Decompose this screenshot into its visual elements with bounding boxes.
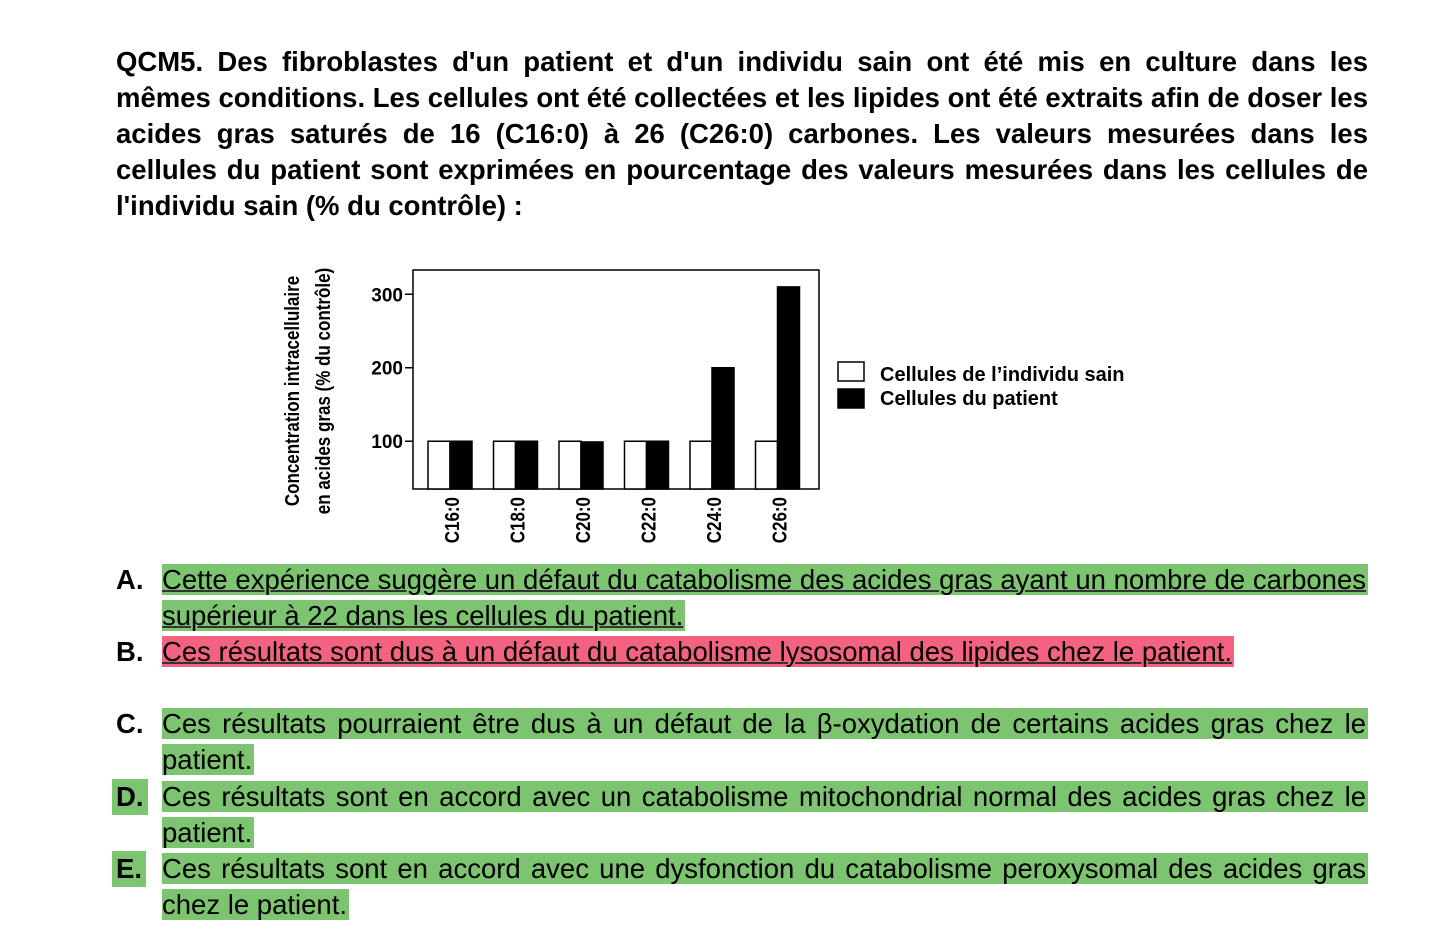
bar-patient [581,442,603,489]
bar-healthy [494,441,516,489]
x-tick-labels [441,497,791,543]
bar-healthy [559,441,581,489]
y-ticks [371,285,413,453]
bar-healthy [625,441,647,489]
bar-healthy [756,441,778,489]
legend-label-healthy: Cellules de l’individu sain [880,364,1125,386]
question-text: QCM5. Des fibroblastes d'un patient et d'un individu sain ont été mis en culture dans les mêmes conditions. Les cellules ont été collectées et les lipides ont été extraits afin de doser les acides gras saturés de 16 (C16:0) à 26 (C26:0) carbones. Les valeurs mesurées dans les cellules du patient sont exprimées en pourcentage des valeurs mesurées dans les cellules de l'individu sain (% du contrôle) : [116,46,1368,221]
option-letter: C. [116,708,144,739]
option-letter: E. [112,851,146,887]
legend-swatch-healthy [838,362,864,381]
y-axis-label-line1: Concentration intracellulaire [280,275,304,507]
legend [838,362,1125,410]
y-axis-label [281,268,335,514]
y-axis-label-line2: en acides gras (% du contrôle) [311,267,335,515]
y-tick-label: 100 [371,432,403,454]
option-text: Ces résultats pourraient être dus à un défaut de la β-oxydation de certains acides gras chez le patient. [162,708,1366,775]
option-text: Ces résultats sont dus à un défaut du catabolisme lysosomal des lipides chez le patient. [162,636,1233,667]
y-tick-label: 200 [371,358,403,380]
bar-patient [647,441,669,489]
bar-patient [450,441,472,489]
legend-label-patient: Cellules du patient [880,388,1058,410]
option-letter: B. [116,636,144,667]
x-tick-label: C18:0 [506,497,529,544]
bar-patient [778,287,800,489]
bar-healthy [428,441,450,489]
bar-patient [516,441,538,489]
x-tick-label: C20:0 [571,497,595,544]
y-tick-label: 300 [371,285,403,307]
bar-healthy [690,441,712,489]
bars [428,287,800,489]
option-letter: A. [116,564,144,595]
option-text: Ces résultats sont en accord avec une dysfonction du catabolisme peroxysomal des acides gras chez le patient. [162,853,1366,920]
legend-swatch-patient [838,389,864,408]
bar-patient [712,368,734,489]
option-text: Ces résultats sont en accord avec un catabolisme mitochondrial normal des acides gras chez le patient. [162,781,1366,848]
x-tick-label: C22:0 [637,497,660,544]
x-tick-label: C26:0 [768,497,791,544]
x-tick-label: C24:0 [702,497,726,544]
option-letter: D. [112,779,148,815]
x-tick-label: C16:0 [440,497,464,544]
option-text: Cette expérience suggère un défaut du catabolisme des acides gras ayant un nombre de carbones supérieur à 22 dans les cellules du patient. [162,564,1366,631]
